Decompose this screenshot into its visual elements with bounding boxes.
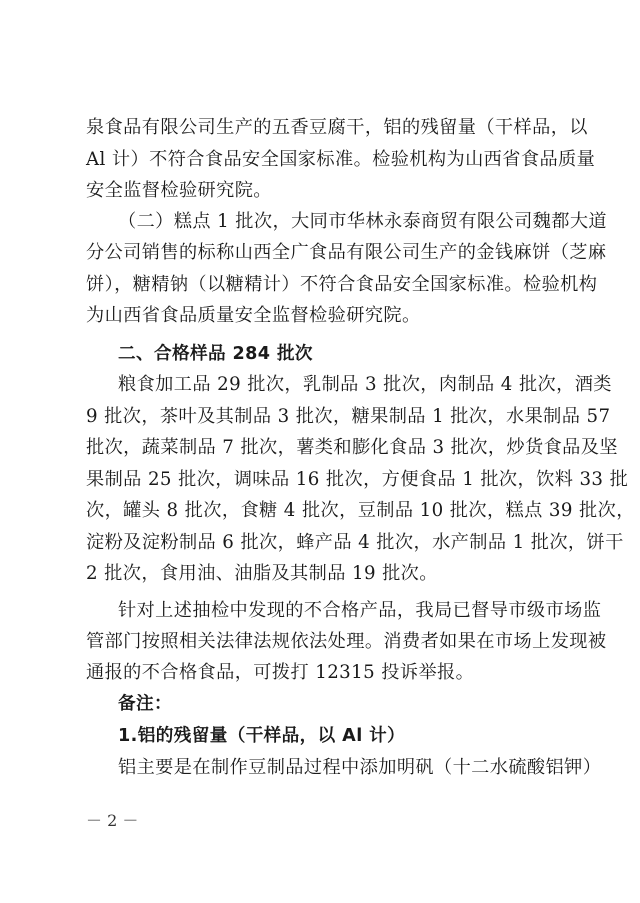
paragraph-line: 粮食加工品 29 批次，乳制品 3 批次，肉制品 4 批次，酒类: [118, 374, 612, 395]
page-number: － 2 －: [86, 811, 139, 830]
note-item-heading: 1.铝的残留量（干样品，以 Al 计）: [118, 726, 406, 746]
paragraph-line: 批次，蔬菜制品 7 批次，薯类和膨化食品 3 批次，炒货食品及坚: [86, 437, 618, 458]
paragraph-line: 饼），糖精钠（以糖精计）不符合食品安全国家标准。检验机构: [86, 274, 598, 295]
section-heading: 二、合格样品 284 批次: [118, 344, 313, 364]
paragraph-line: 分公司销售的标称山西全广食品有限公司生产的金钱麻饼（芝麻: [86, 242, 607, 263]
paragraph-line: 淀粉及淀粉制品 6 批次，蜂产品 4 批次，水产制品 1 批次，饼干: [86, 532, 624, 553]
paragraph-line: 次，罐头 8 批次，食糖 4 批次，豆制品 10 批次，糕点 39 批次，: [86, 500, 635, 521]
paragraph-line: 9 批次，茶叶及其制品 3 批次，糖果制品 1 批次，水果制品 57: [86, 406, 611, 427]
paragraph-line: 为山西省食品质量安全监督检验研究院。: [86, 305, 421, 326]
paragraph-line: （二）糕点 1 批次，大同市华林永泰商贸有限公司魏都大道: [118, 211, 608, 232]
paragraph-line: 针对上述抽检中发现的不合格产品，我局已督导市级市场监: [118, 600, 602, 621]
paragraph-line: 2 批次，食用油、油脂及其制品 19 批次。: [86, 563, 438, 584]
paragraph-line: 果制品 25 批次，调味品 16 批次，方便食品 1 批次，饮料 33 批: [86, 469, 629, 490]
paragraph-line: 铝主要是在制作豆制品过程中添加明矾（十二水硫酸铝钾）: [118, 757, 602, 778]
notes-heading: 备注：: [118, 694, 172, 714]
paragraph-line: 管部门按照相关法律法规依法处理。消费者如果在市场上发现被: [86, 631, 607, 652]
paragraph-line: Al 计）不符合食品安全国家标准。检验机构为山西省食品质量: [86, 149, 596, 170]
paragraph-line: 通报的不合格食品，可拨打 12315 投诉举报。: [86, 662, 475, 683]
paragraph-line: 安全监督检验研究院。: [86, 180, 272, 201]
paragraph-line: 泉食品有限公司生产的五香豆腐干，铝的残留量（干样品，以: [86, 117, 588, 138]
